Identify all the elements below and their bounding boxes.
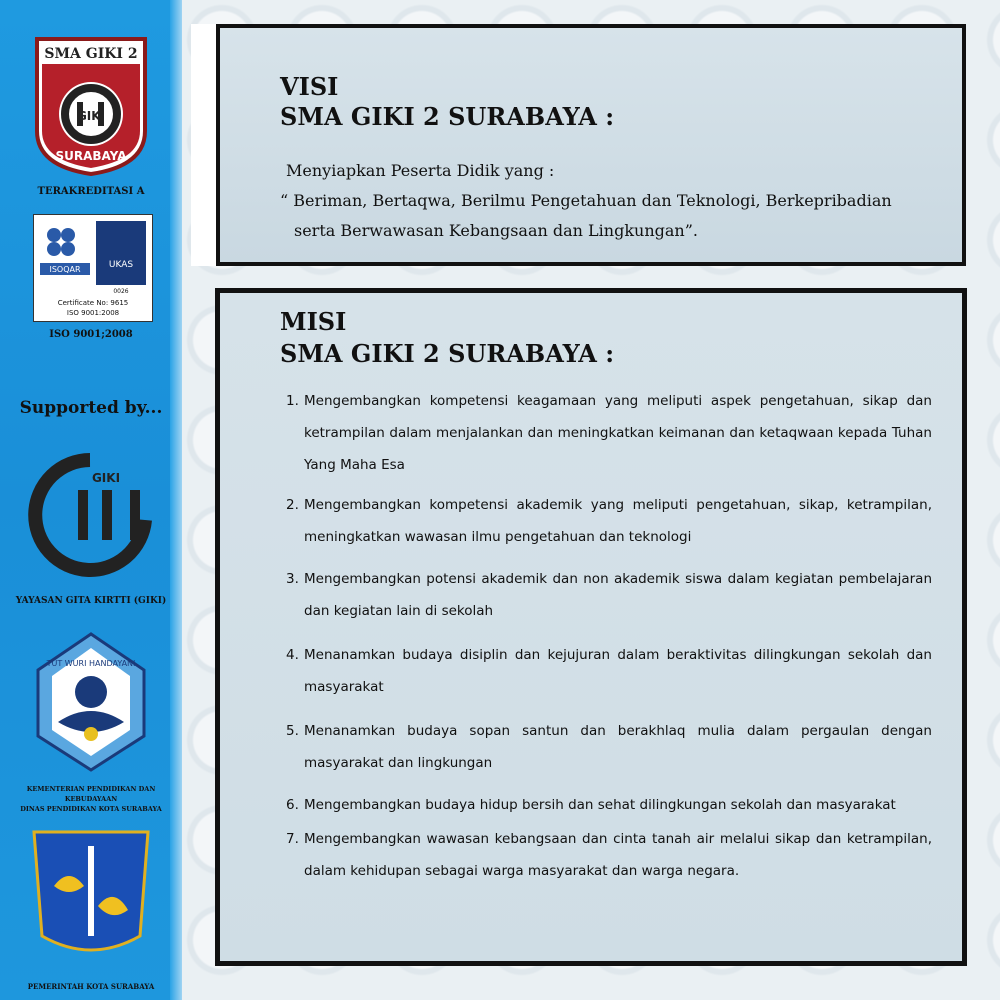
giki-logo-text: GIKI [91,471,121,485]
sidebar [0,0,182,1000]
misi-item: 2. Mengembangkan kompetensi akademik yang meliputi pengetahuan, sikap, ketrampilan, meningkatkan wawasan ilmu pengetahuan dan teknologi [286,497,932,545]
misi-heading: MISI [280,307,347,336]
sidebar-edge [170,0,182,1000]
yayasan-caption: YAYASAN GITA KIRTTI (GIKI) [15,596,167,606]
visi-panel [216,24,966,266]
misi-item: 5. Menanamkan budaya sopan santun dan berakhlaq mulia dalam pergaulan dengan masyarakat dan lingkungan [286,723,932,771]
isoqar-text: ISOQAR [49,265,81,274]
tut-wuri-handayani-logo [18,630,164,774]
school-logo-text-top: SMA GIKI 2 [44,46,138,62]
tut-wuri-text: TUT WURI HANDAYANI [46,659,136,668]
school-logo-text-bottom: SURABAYA [55,149,127,163]
visi-side-strip [191,24,216,266]
visi-school-name: SMA GIKI 2 SURABAYA : [280,102,615,131]
kementerian-line1: KEMENTERIAN PENDIDIKAN DAN KEBUDAYAAN [26,785,156,803]
misi-list [286,385,932,887]
giki-logo [20,450,162,578]
misi-panel [215,288,967,966]
pemkot-surabaya-logo [24,826,158,966]
kementerian-caption [0,784,182,814]
iso-code-text: 0026 [113,288,129,295]
school-logo-text-center: GIKI [76,109,106,123]
misi-item: 3. Mengembangkan potensi akademik dan non akademik siswa dalam kegiatan pembelajaran dan kegiatan lain di sekolah [286,571,932,619]
pemkot-caption: PEMERINTAH KOTA SURABAYA [27,982,155,991]
misi-item: 6. Mengembangkan budaya hidup bersih dan sehat dilingkungan sekolah dan masyarakat [286,797,896,813]
iso-certificate-badge [33,214,153,322]
supported-by-label: Supported by... [19,398,163,418]
misi-item: 7. Mengembangkan wawasan kebangsaan dan cinta tanah air melalui sikap dan ketrampilan, dalam kehidupan sebagai warga masyarakat dan warga negara. [286,831,932,879]
misi-item: 1. Mengembangkan kompetensi keagamaan yang meliputi aspek pengetahuan, sikap dan ketrampilan dalam menjalankan dan meningkatkan keimanan dan ketaqwaan kepada Tuhan Yang Maha Esa [286,393,932,473]
iso-cert-line2: ISO 9001:2008 [66,309,120,317]
accreditation-text: TERAKREDITASI A [37,186,145,197]
misi-item: 4. Menanamkan budaya disiplin dan kejujuran dalam beraktivitas dilingkungan sekolah dan masyarakat [286,647,932,695]
visi-line1: Menyiapkan Peserta Didik yang : [286,161,555,180]
visi-line2: “ Beriman, Bertaqwa, Berilmu Pengetahuan dan Teknologi, Berkepribadian [280,191,892,210]
visi-heading: VISI [280,72,339,101]
iso-caption: ISO 9001;2008 [49,329,133,340]
kementerian-line2: DINAS PENDIDIKAN KOTA SURABAYA [20,805,162,813]
ukas-text: UKAS [108,260,134,270]
iso-cert-line1: Certificate No: 9615 [57,299,129,307]
school-logo [34,36,148,176]
visi-line3: serta Berwawasan Kebangsaan dan Lingkungan”. [294,221,698,240]
misi-school-name: SMA GIKI 2 SURABAYA : [280,339,615,368]
